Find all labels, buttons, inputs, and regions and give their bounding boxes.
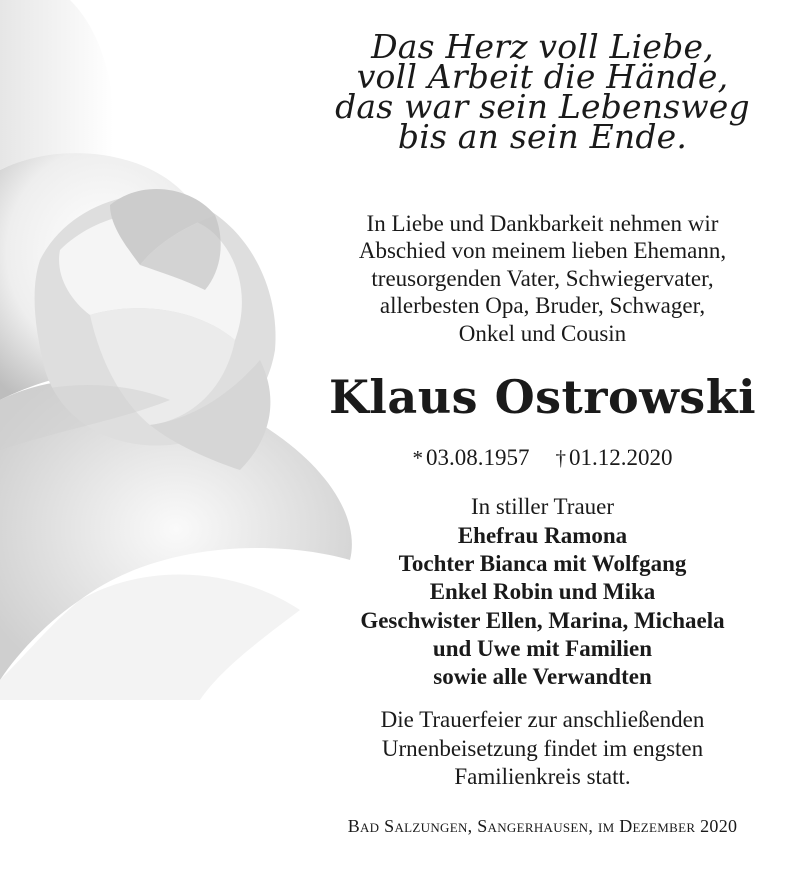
deceased-name: Klaus Ostrowski	[328, 370, 757, 424]
birth-star-icon: *	[412, 446, 423, 470]
poem	[300, 27, 785, 156]
family-line: sowie alle Verwandten	[433, 664, 652, 690]
death-date: 01.12.2020	[569, 445, 673, 470]
death-cross-icon: †	[555, 446, 566, 470]
life-dates	[300, 443, 785, 473]
ceremony-text	[300, 706, 785, 792]
intro-line: treusorgenden Vater, Schwiegervater,	[371, 265, 714, 291]
poem-line: Das Herz voll Liebe,	[371, 27, 714, 66]
intro-line: Abschied von meinem lieben Ehemann,	[358, 238, 727, 264]
poem-line: voll Arbeit die Hände,	[356, 57, 729, 96]
death-date-group	[556, 443, 673, 473]
family-line: Ehefrau Ramona	[457, 523, 628, 548]
poem-line: bis an sein Ende.	[397, 117, 688, 156]
ceremony-line: Familienkreis statt.	[454, 764, 631, 789]
ceremony-line: Urnenbeisetzung findet im engsten	[381, 735, 704, 761]
family-line: Tochter Bianca mit Wolfgang	[398, 551, 687, 577]
family-line: Geschwister Ellen, Marina, Michaela	[360, 607, 725, 633]
birth-date: 03.08.1957	[426, 445, 530, 470]
intro-line: In Liebe und Dankbarkeit nehmen wir	[366, 211, 719, 236]
intro-line: Onkel und Cousin	[458, 320, 627, 346]
ceremony-line: Die Trauerfeier zur anschließenden	[380, 707, 705, 732]
mourning-line: In stiller Trauer	[470, 494, 615, 519]
intro-line: allerbesten Opa, Bruder, Schwager,	[379, 293, 706, 319]
place-and-date: Bad Salzungen, Sangerhausen, im Dezember 2020	[347, 816, 738, 836]
family-line: Enkel Robin und Mika	[429, 579, 656, 605]
family-list	[300, 522, 785, 691]
intro-text	[300, 210, 785, 347]
birth-date-group	[413, 443, 530, 473]
poem-line: das war sein Lebensweg	[335, 87, 750, 126]
family-line: und Uwe mit Familien	[432, 635, 653, 661]
